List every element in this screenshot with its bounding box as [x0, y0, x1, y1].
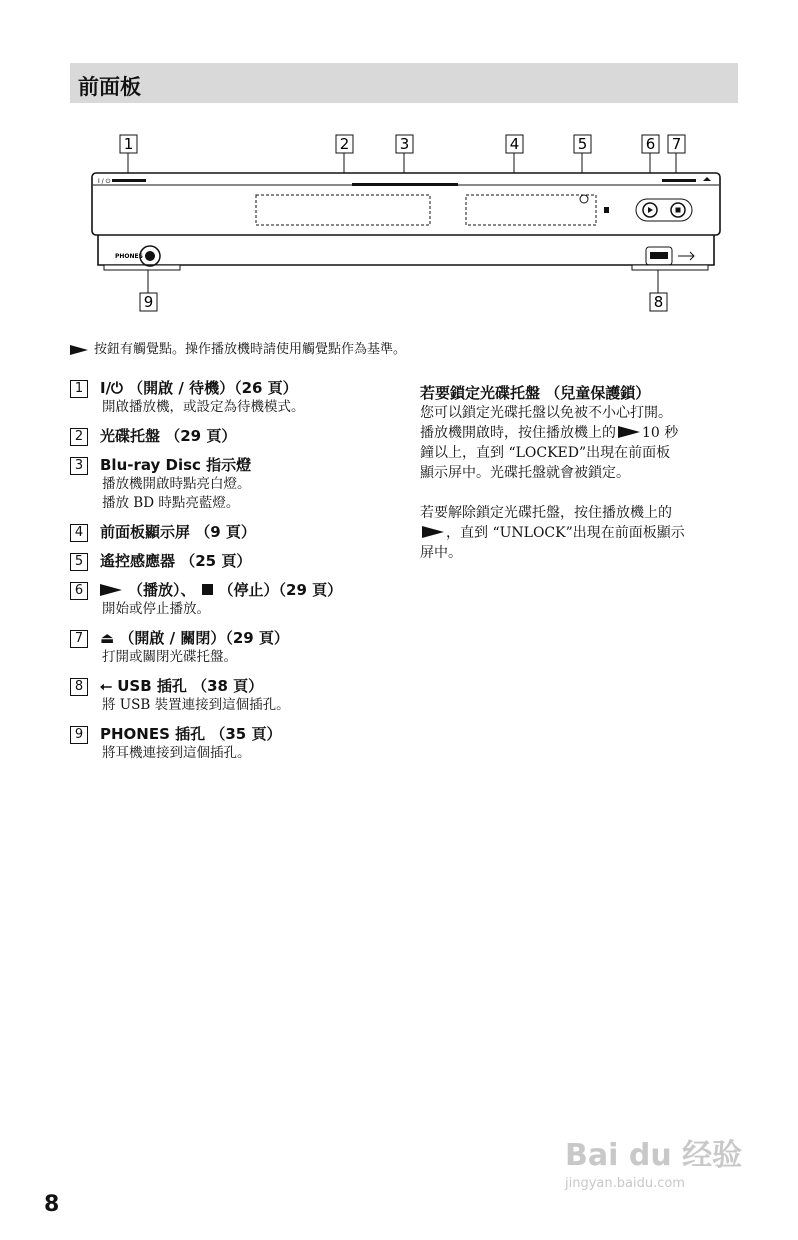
- svg-text:I / ⏻: I / ⏻: [98, 178, 111, 185]
- item-heading: 前面板顯示屏 （9 頁）: [100, 523, 256, 541]
- list-item: 6 （播放）、 （停止）（29 頁） 開始或停止播放。: [70, 580, 400, 619]
- item-heading: ⏏ （開啟 / 關閉）（29 頁）: [100, 629, 289, 647]
- front-panel-diagram: [60, 125, 730, 320]
- callout-4: [506, 135, 523, 153]
- callout-7: [668, 135, 685, 153]
- list-item: 7 ⏏ （開啟 / 關閉）（29 頁） 打開或關閉光碟托盤。: [70, 628, 400, 667]
- play-icon: [618, 426, 640, 438]
- callout-5: [574, 135, 591, 153]
- callout-8: [650, 293, 667, 311]
- list-item: 1 I/⏻ （開啟 / 待機）（26 頁） 開啟播放機，或設定為待機模式。: [70, 378, 400, 417]
- page-number: 8: [44, 1192, 60, 1217]
- item-heading: Blu-ray Disc 指示燈: [100, 456, 252, 474]
- child-lock-title: 若要鎖定光碟托盤 （兒童保護鎖）: [420, 384, 651, 402]
- watermark: [565, 1130, 742, 1191]
- play-icon: [422, 526, 444, 538]
- tactile-dot-note: 按鈕有觸覺點。操作播放機時請使用觸覺點作為基準。: [70, 338, 406, 357]
- play-triangle-icon: [70, 345, 88, 355]
- item-heading: 遙控感應器 （25 頁）: [100, 552, 252, 570]
- list-item: 3 Blu-ray Disc 指示燈 播放機開啟時點亮白燈。 播放 BD 時點亮藍燈。: [70, 455, 400, 513]
- callout-6: [642, 135, 659, 153]
- svg-text:5: 5: [577, 135, 588, 153]
- item-desc: 打開或關閉光碟托盤。: [102, 649, 237, 665]
- svg-text:7: 7: [671, 135, 682, 153]
- item-desc: 播放機開啟時點亮白燈。: [102, 476, 251, 492]
- item-heading: PHONES 插孔 （35 頁）: [100, 725, 282, 743]
- child-lock-section: 若要鎖定光碟托盤 （兒童保護鎖） 您可以鎖定光碟托盤以免被不小心打開。 播放機開啟時，按住播放機上的 10 秒 鐘以上，直到 “LOCKED”出現在前面板 顯示屏中。光碟托盤就會被鎖定。 若要解除鎖定光碟托盤，按住播放機上的 ，直到 “UNLOCK”出現在前面板顯示 屏中。: [420, 383, 750, 563]
- item-desc: 開啟播放機，或設定為待機模式。: [102, 399, 305, 415]
- parts-list: [70, 378, 400, 772]
- svg-text:3: 3: [399, 135, 410, 153]
- svg-text:6: 6: [645, 135, 656, 153]
- play-icon: [100, 584, 122, 596]
- item-desc: 將 USB 裝置連接到這個插孔。: [102, 697, 290, 713]
- item-heading: 光碟托盤 （29 頁）: [100, 427, 237, 445]
- watermark-url: jingyan.baidu.com: [565, 1176, 685, 1191]
- svg-text:PHONES: PHONES: [115, 253, 143, 260]
- item-heading: I/⏻ （開啟 / 待機）（26 頁）: [100, 379, 298, 397]
- list-item: 8 ⭠ USB 插孔 （38 頁） 將 USB 裝置連接到這個插孔。: [70, 676, 400, 715]
- item-desc: 將耳機連接到這個插孔。: [102, 745, 251, 761]
- watermark-brand: Bai du 经验: [565, 1138, 743, 1173]
- callout-3: [396, 135, 413, 153]
- svg-text:2: 2: [339, 135, 350, 153]
- svg-text:4: 4: [509, 135, 520, 153]
- item-heading: ⭠ USB 插孔 （38 頁）: [100, 677, 264, 695]
- svg-text:9: 9: [143, 293, 154, 311]
- callout-2: [336, 135, 353, 153]
- stop-icon: [202, 584, 213, 595]
- child-lock-para: 您可以鎖定光碟托盤以免被不小心打開。: [420, 405, 672, 421]
- section-header: [70, 63, 738, 103]
- callout-9: [140, 293, 157, 311]
- svg-text:8: 8: [653, 293, 664, 311]
- list-item: 2 光碟托盤 （29 頁）: [70, 426, 400, 446]
- list-item: 4 前面板顯示屏 （9 頁）: [70, 522, 400, 542]
- callout-1: [120, 135, 137, 153]
- list-item: 9 PHONES 插孔 （35 頁） 將耳機連接到這個插孔。: [70, 724, 400, 763]
- item-desc: 開始或停止播放。: [102, 601, 210, 617]
- list-item: 5 遙控感應器 （25 頁）: [70, 551, 400, 571]
- item-desc: 播放 BD 時點亮藍燈。: [102, 495, 240, 511]
- svg-text:1: 1: [123, 135, 134, 153]
- section-title: 前面板: [78, 75, 141, 99]
